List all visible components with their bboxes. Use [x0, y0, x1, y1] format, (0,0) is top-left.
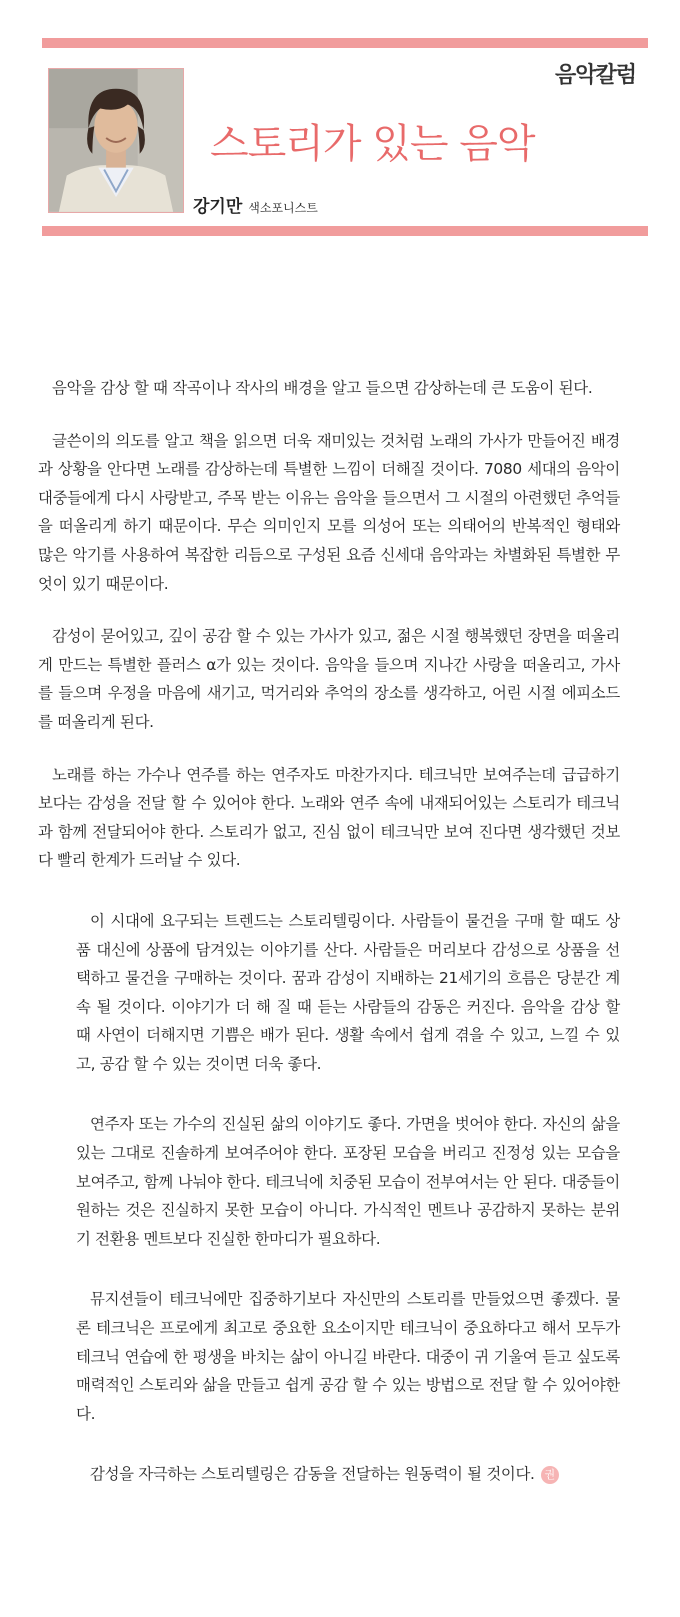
end-mark-icon: 권 [541, 1466, 559, 1484]
article-closing-text: 감성을 자극하는 스토리텔링은 감동을 전달하는 원동력이 될 것이다. [90, 1465, 535, 1484]
author-role: 색소포니스트 [248, 201, 318, 215]
article-body [38, 374, 620, 1489]
article-paragraph: 이 시대에 요구되는 트렌드는 스토리텔링이다. 사람들이 물건을 구매 할 때도 상품 대신에 상품에 담겨있는 이야기를 산다. 사람들은 머리보다 감성으로 상품을 선택하고 물건을 구매하는 것이다. 꿈과 감성이 지배하는 21세기의 흐름은 당분간 계속 될 것이다. 이야기가 더 해 질 때 듣는 사람들의 감동은 커진다. 음악을 감상 할 때 사연이 더해지면 기쁨은 배가 된다. 생활 속에서 쉽게 겪을 수 있고, 느낄 수 있고, 공감 할 수 있는 것이면 더욱 좋다. [76, 911, 620, 1073]
article-paragraph: 음악을 감상 할 때 작곡이나 작사의 배경을 알고 들으면 감상하는데 큰 도움이 된다. [52, 379, 593, 397]
article-paragraph: 뮤지션들이 테크닉에만 집중하기보다 자신만의 스토리를 만들었으면 좋겠다. 물론 테크닉은 프로에게 최고로 중요한 요소이지만 테크닉이 중요하다고 해서 모두가 테크닉 연습에 한 평생을 바치는 삶이 아니길 바란다. 대중이 귀 기울여 듣고 싶도록 매력적인 스토리와 삶을 만들고 쉽게 공감 할 수 있는 방법으로 전달 할 수 있어야한다. [76, 1290, 620, 1423]
article-title: 스토리가 있는 음악 [210, 121, 535, 167]
author-byline [193, 192, 318, 217]
article-paragraph: 연주자 또는 가수의 진실된 삶의 이야기도 좋다. 가면을 벗어야 한다. 자신의 삶을 있는 그대로 진솔하게 보여주어야 한다. 포장된 모습을 버리고 진정성 있는 모습을 보여주고, 함께 나눠야 한다. 테크닉에 치중된 모습이 전부여서는 안 된다. 대중들이 원하는 것은 진실하지 못한 모습이 아니다. 가식적인 멘트나 공감하지 못하는 분위기 전환용 멘트보다 진실한 한마디가 필요하다. [76, 1115, 620, 1248]
section-label: 음악칼럼 [554, 63, 636, 88]
article-paragraph: 감성이 묻어있고, 깊이 공감 할 수 있는 가사가 있고, 젊은 시절 행복했던 장면을 떠올리게 만드는 특별한 플러스 α가 있는 것이다. 음악을 들으며 지나간 사랑을 떠올리고, 가사를 들으며 우정을 마음에 새기고, 먹거리와 추억의 장소를 생각하고, 어린 시절 에피소드를 떠올리게 된다. [38, 627, 620, 731]
article-closing [38, 1460, 620, 1489]
author-name: 강기만 [193, 197, 243, 217]
header-bottom-bar [42, 226, 648, 236]
article-paragraph: 글쓴이의 의도를 알고 책을 읽으면 더욱 재미있는 것처럼 노래의 가사가 만들어진 배경과 상황을 안다면 노래를 감상하는데 특별한 느낌이 더해질 것이다. 7080 세대의 음악이 대중들에게 다시 사랑받고, 주목 받는 이유는 음악을 들으면서 그 시절의 아련했던 추억들을 떠올리게 하기 때문이다. 무슨 의미인지 모를 의성어 또는 의태어의 반복적인 형태와 많은 악기를 사용하여 복잡한 리듬으로 구성된 요즘 신세대 음악과는 차별화된 특별한 무엇이 있기 때문이다. [38, 431, 620, 593]
article-paragraph: 노래를 하는 가수나 연주를 하는 연주자도 마찬가지다. 테크닉만 보여주는데 급급하기 보다는 감성을 전달 할 수 있어야 한다. 노래와 연주 속에 내재되어있는 스토리가 테크닉과 함께 전달되어야 한다. 스토리가 없고, 진심 없이 테크닉만 보여 진다면 생각했던 것보다 빨리 한계가 드러날 수 있다. [38, 765, 620, 870]
author-photo [48, 68, 184, 213]
header-top-bar [42, 38, 648, 48]
